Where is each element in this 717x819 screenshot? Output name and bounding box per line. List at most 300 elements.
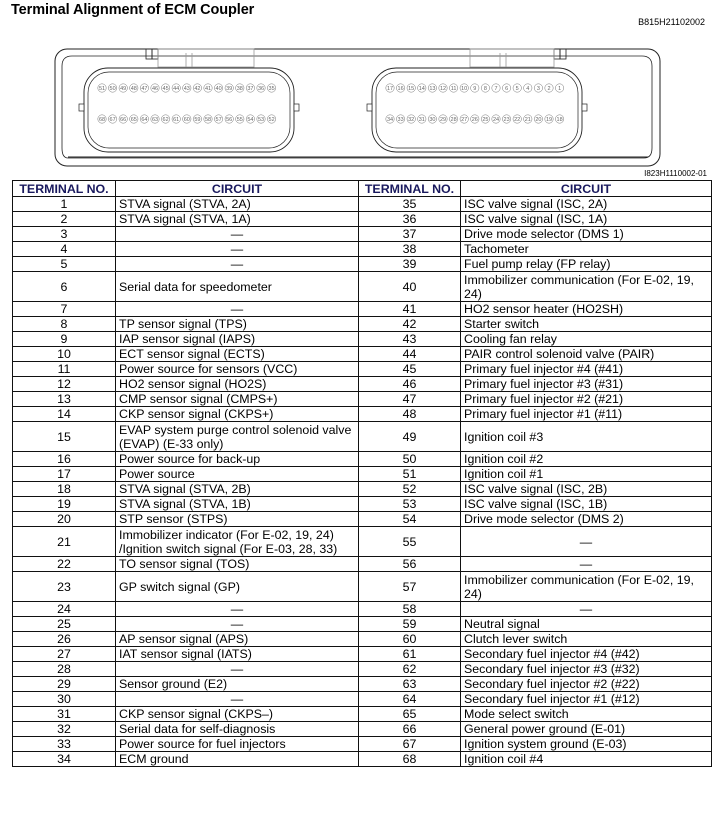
circuit-description: Primary fuel injector #4 (#41) bbox=[461, 362, 712, 377]
terminal-number: 7 bbox=[13, 302, 116, 317]
circuit-description: — bbox=[461, 527, 712, 557]
pin-56 bbox=[225, 115, 233, 123]
pin-63 bbox=[151, 115, 159, 123]
pin-label: 25 bbox=[482, 117, 489, 123]
table-row bbox=[13, 482, 712, 497]
table-row bbox=[13, 632, 712, 647]
table-row bbox=[13, 407, 712, 422]
terminal-number: 41 bbox=[359, 302, 461, 317]
table-row bbox=[13, 707, 712, 722]
terminal-number: 18 bbox=[13, 482, 116, 497]
pin-12 bbox=[439, 84, 447, 92]
circuit-description: Ignition coil #1 bbox=[461, 467, 712, 482]
terminal-number: 49 bbox=[359, 422, 461, 452]
pin-label: 1 bbox=[558, 86, 562, 92]
terminal-number: 62 bbox=[359, 662, 461, 677]
pin-label: 54 bbox=[247, 117, 254, 123]
circuit-description: Immobilizer communication (For E-02, 19, 24) bbox=[461, 272, 712, 302]
circuit-description: — bbox=[116, 242, 359, 257]
circuit-description: STVA signal (STVA, 2A) bbox=[116, 197, 359, 212]
pin-label: 2 bbox=[547, 86, 551, 92]
pin-label: 47 bbox=[141, 86, 148, 92]
circuit-description: PAIR control solenoid valve (PAIR) bbox=[461, 347, 712, 362]
circuit-description: Drive mode selector (DMS 1) bbox=[461, 227, 712, 242]
pin-label: 33 bbox=[397, 117, 404, 123]
table-row bbox=[13, 452, 712, 467]
terminal-number: 53 bbox=[359, 497, 461, 512]
pin-42 bbox=[193, 84, 201, 92]
terminal-table bbox=[12, 180, 712, 767]
table-row bbox=[13, 677, 712, 692]
table-row bbox=[13, 692, 712, 707]
pin-label: 36 bbox=[257, 86, 265, 92]
terminal-number: 68 bbox=[359, 752, 461, 767]
header-terminal-no: TERMINAL NO. bbox=[13, 181, 116, 197]
circuit-description: Power source for fuel injectors bbox=[116, 737, 359, 752]
circuit-description: ISC valve signal (ISC, 1B) bbox=[461, 497, 712, 512]
pin-22 bbox=[513, 115, 521, 123]
pin-20 bbox=[534, 115, 542, 123]
pin-45 bbox=[161, 84, 169, 92]
pin-15 bbox=[407, 84, 415, 92]
terminal-number: 27 bbox=[13, 647, 116, 662]
terminal-number: 10 bbox=[13, 347, 116, 362]
pin-label: 26 bbox=[471, 117, 478, 123]
pin-66 bbox=[119, 115, 127, 123]
pin-label: 24 bbox=[492, 117, 500, 123]
circuit-description: TP sensor signal (TPS) bbox=[116, 317, 359, 332]
pin-label: 63 bbox=[151, 117, 159, 123]
table-row bbox=[13, 332, 712, 347]
circuit-description: Fuel pump relay (FP relay) bbox=[461, 257, 712, 272]
circuit-description: Ignition coil #4 bbox=[461, 752, 712, 767]
terminal-number: 55 bbox=[359, 527, 461, 557]
terminal-number: 34 bbox=[13, 752, 116, 767]
circuit-description: CKP sensor signal (CKPS–) bbox=[116, 707, 359, 722]
left-pin-block-inner bbox=[88, 72, 290, 148]
terminal-number: 3 bbox=[13, 227, 116, 242]
terminal-number: 6 bbox=[13, 272, 116, 302]
circuit-description: Primary fuel injector #1 (#11) bbox=[461, 407, 712, 422]
pin-41 bbox=[204, 84, 212, 92]
table-row bbox=[13, 527, 712, 557]
terminal-number: 23 bbox=[13, 572, 116, 602]
table-row bbox=[13, 392, 712, 407]
terminal-number: 46 bbox=[359, 377, 461, 392]
circuit-description: CMP sensor signal (CMPS+) bbox=[116, 392, 359, 407]
circuit-description: Immobilizer communication (For E-02, 19, 24) bbox=[461, 572, 712, 602]
pin-label: 60 bbox=[183, 117, 190, 123]
table-row bbox=[13, 302, 712, 317]
pin-label: 11 bbox=[450, 86, 457, 92]
terminal-number: 29 bbox=[13, 677, 116, 692]
terminal-number: 35 bbox=[359, 197, 461, 212]
pin-label: 9 bbox=[473, 86, 477, 92]
terminal-number: 61 bbox=[359, 647, 461, 662]
terminal-number: 59 bbox=[359, 617, 461, 632]
table-row bbox=[13, 257, 712, 272]
pin-8 bbox=[481, 84, 489, 92]
pin-label: 45 bbox=[162, 86, 169, 92]
coupler-outer-shell bbox=[55, 49, 660, 166]
pin-33 bbox=[396, 115, 404, 123]
table-row bbox=[13, 647, 712, 662]
pin-label: 48 bbox=[130, 86, 137, 92]
circuit-description: IAT sensor signal (IATS) bbox=[116, 647, 359, 662]
terminal-number: 20 bbox=[13, 512, 116, 527]
terminal-number: 63 bbox=[359, 677, 461, 692]
circuit-description: CKP sensor signal (CKPS+) bbox=[116, 407, 359, 422]
circuit-description: STP sensor (STPS) bbox=[116, 512, 359, 527]
pin-label: 28 bbox=[450, 117, 457, 123]
right-latch-tab bbox=[470, 49, 566, 67]
pin-label: 16 bbox=[397, 86, 404, 92]
circuit-description: — bbox=[116, 302, 359, 317]
circuit-description: Tachometer bbox=[461, 242, 712, 257]
terminal-number: 50 bbox=[359, 452, 461, 467]
table-row bbox=[13, 617, 712, 632]
pin-57 bbox=[214, 115, 222, 123]
pin-62 bbox=[161, 115, 169, 123]
circuit-description: Secondary fuel injector #1 (#12) bbox=[461, 692, 712, 707]
circuit-description: Starter switch bbox=[461, 317, 712, 332]
circuit-description: Neutral signal bbox=[461, 617, 712, 632]
pin-layer bbox=[98, 84, 564, 123]
terminal-number: 5 bbox=[13, 257, 116, 272]
table-row bbox=[13, 602, 712, 617]
circuit-description: — bbox=[461, 602, 712, 617]
terminal-number: 60 bbox=[359, 632, 461, 647]
terminal-number: 64 bbox=[359, 692, 461, 707]
pin-label: 40 bbox=[215, 86, 222, 92]
pin-label: 22 bbox=[514, 117, 521, 123]
left-latch-tab bbox=[146, 49, 254, 67]
table-row bbox=[13, 227, 712, 242]
terminal-number: 47 bbox=[359, 392, 461, 407]
pin-label: 50 bbox=[109, 86, 116, 92]
pin-67 bbox=[108, 115, 116, 123]
pin-label: 51 bbox=[98, 86, 106, 92]
pin-label: 19 bbox=[545, 117, 553, 123]
pin-28 bbox=[449, 115, 457, 123]
terminal-number: 32 bbox=[13, 722, 116, 737]
terminal-number: 52 bbox=[359, 482, 461, 497]
pin-label: 58 bbox=[204, 117, 212, 123]
terminal-number: 26 bbox=[13, 632, 116, 647]
circuit-description: ISC valve signal (ISC, 2B) bbox=[461, 482, 712, 497]
pin-label: 32 bbox=[408, 117, 415, 123]
pin-label: 43 bbox=[183, 86, 190, 92]
pin-18 bbox=[555, 115, 563, 123]
circuit-description: STVA signal (STVA, 1B) bbox=[116, 497, 359, 512]
pin-label: 7 bbox=[494, 86, 498, 92]
pin-label: 55 bbox=[236, 117, 243, 123]
pin-label: 53 bbox=[257, 117, 265, 123]
pin-23 bbox=[502, 115, 510, 123]
pin-label: 21 bbox=[524, 117, 531, 123]
right-pin-block-inner bbox=[376, 72, 578, 148]
pin-label: 5 bbox=[515, 86, 519, 92]
pin-46 bbox=[151, 84, 159, 92]
pin-label: 31 bbox=[418, 117, 425, 123]
terminal-number: 38 bbox=[359, 242, 461, 257]
circuit-description: Sensor ground (E2) bbox=[116, 677, 359, 692]
terminal-number: 19 bbox=[13, 497, 116, 512]
table-header-row bbox=[13, 181, 712, 197]
terminal-number: 37 bbox=[359, 227, 461, 242]
pin-26 bbox=[471, 115, 479, 123]
pin-label: 59 bbox=[194, 117, 201, 123]
left-pin-block-outer bbox=[84, 68, 294, 152]
circuit-description: — bbox=[116, 602, 359, 617]
pin-21 bbox=[524, 115, 532, 123]
pin-label: 66 bbox=[120, 117, 127, 123]
pin-19 bbox=[545, 115, 553, 123]
pin-label: 67 bbox=[109, 117, 116, 123]
table-row bbox=[13, 497, 712, 512]
pin-40 bbox=[214, 84, 222, 92]
pin-64 bbox=[140, 115, 148, 123]
table-row bbox=[13, 317, 712, 332]
pin-label: 44 bbox=[173, 86, 180, 92]
pin-29 bbox=[439, 115, 447, 123]
circuit-description: TO sensor signal (TOS) bbox=[116, 557, 359, 572]
pin-label: 64 bbox=[141, 117, 148, 123]
pin-label: 49 bbox=[120, 86, 127, 92]
pin-label: 37 bbox=[247, 86, 254, 92]
terminal-number: 17 bbox=[13, 467, 116, 482]
table-row bbox=[13, 422, 712, 452]
pin-label: 38 bbox=[236, 86, 243, 92]
circuit-description: Ignition system ground (E-03) bbox=[461, 737, 712, 752]
circuit-description: EVAP system purge control solenoid valve (EVAP) (E-33 only) bbox=[116, 422, 359, 452]
pin-label: 14 bbox=[418, 86, 425, 92]
circuit-description: Primary fuel injector #3 (#31) bbox=[461, 377, 712, 392]
pin-label: 29 bbox=[439, 117, 447, 123]
pin-10 bbox=[460, 84, 468, 92]
coupler-drawing bbox=[54, 48, 662, 168]
pin-label: 34 bbox=[386, 117, 394, 123]
pin-label: 35 bbox=[268, 86, 275, 92]
terminal-number: 48 bbox=[359, 407, 461, 422]
terminal-number: 56 bbox=[359, 557, 461, 572]
pin-25 bbox=[481, 115, 489, 123]
pin-label: 39 bbox=[226, 86, 233, 92]
pin-39 bbox=[225, 84, 233, 92]
terminal-number: 2 bbox=[13, 212, 116, 227]
table-row bbox=[13, 512, 712, 527]
pin-60 bbox=[183, 115, 191, 123]
terminal-number: 44 bbox=[359, 347, 461, 362]
pin-1 bbox=[555, 84, 563, 92]
table-body bbox=[13, 197, 712, 767]
pin-label: 61 bbox=[173, 117, 180, 123]
terminal-number: 9 bbox=[13, 332, 116, 347]
pin-59 bbox=[193, 115, 201, 123]
pin-34 bbox=[386, 115, 394, 123]
circuit-description: Power source bbox=[116, 467, 359, 482]
terminal-number: 15 bbox=[13, 422, 116, 452]
terminal-number: 65 bbox=[359, 707, 461, 722]
circuit-description: — bbox=[116, 227, 359, 242]
pin-7 bbox=[492, 84, 500, 92]
terminal-number: 16 bbox=[13, 452, 116, 467]
table-row bbox=[13, 362, 712, 377]
pin-5 bbox=[513, 84, 521, 92]
terminal-number: 24 bbox=[13, 602, 116, 617]
pin-51 bbox=[98, 84, 106, 92]
pin-11 bbox=[449, 84, 457, 92]
circuit-description: Power source for back-up bbox=[116, 452, 359, 467]
circuit-description: GP switch signal (GP) bbox=[116, 572, 359, 602]
pin-35 bbox=[267, 84, 275, 92]
right-pin-block-outer bbox=[372, 68, 582, 152]
terminal-number: 11 bbox=[13, 362, 116, 377]
pin-label: 56 bbox=[226, 117, 233, 123]
pin-38 bbox=[236, 84, 244, 92]
pin-14 bbox=[418, 84, 426, 92]
circuit-description: HO2 sensor signal (HO2S) bbox=[116, 377, 359, 392]
pin-53 bbox=[257, 115, 265, 123]
table-row bbox=[13, 212, 712, 227]
pin-label: 65 bbox=[130, 117, 137, 123]
terminal-number: 21 bbox=[13, 527, 116, 557]
pin-label: 13 bbox=[429, 86, 436, 92]
pin-label: 52 bbox=[268, 117, 275, 123]
pin-label: 23 bbox=[503, 117, 510, 123]
pin-36 bbox=[257, 84, 265, 92]
circuit-description: Cooling fan relay bbox=[461, 332, 712, 347]
header-circuit: CIRCUIT bbox=[116, 181, 359, 197]
circuit-description: ISC valve signal (ISC, 2A) bbox=[461, 197, 712, 212]
pin-27 bbox=[460, 115, 468, 123]
pin-label: 18 bbox=[556, 117, 563, 123]
pin-label: 41 bbox=[204, 86, 212, 92]
table-row bbox=[13, 272, 712, 302]
circuit-description: ECT sensor signal (ECTS) bbox=[116, 347, 359, 362]
pin-32 bbox=[407, 115, 415, 123]
pin-label: 62 bbox=[162, 117, 169, 123]
circuit-description: — bbox=[116, 692, 359, 707]
terminal-number: 40 bbox=[359, 272, 461, 302]
circuit-description: HO2 sensor heater (HO2SH) bbox=[461, 302, 712, 317]
pin-17 bbox=[386, 84, 394, 92]
pin-13 bbox=[428, 84, 436, 92]
circuit-description: AP sensor signal (APS) bbox=[116, 632, 359, 647]
table-row bbox=[13, 572, 712, 602]
terminal-number: 22 bbox=[13, 557, 116, 572]
circuit-description: — bbox=[116, 257, 359, 272]
terminal-number: 25 bbox=[13, 617, 116, 632]
terminal-number: 28 bbox=[13, 662, 116, 677]
table-row bbox=[13, 197, 712, 212]
circuit-description: — bbox=[461, 557, 712, 572]
circuit-description: Drive mode selector (DMS 2) bbox=[461, 512, 712, 527]
pin-label: 30 bbox=[429, 117, 436, 123]
circuit-description: Secondary fuel injector #4 (#42) bbox=[461, 647, 712, 662]
pin-31 bbox=[418, 115, 426, 123]
pin-68 bbox=[98, 115, 106, 123]
table-row bbox=[13, 242, 712, 257]
pin-label: 4 bbox=[526, 86, 530, 92]
pin-48 bbox=[130, 84, 138, 92]
terminal-number: 1 bbox=[13, 197, 116, 212]
pin-37 bbox=[246, 84, 254, 92]
circuit-description: — bbox=[116, 662, 359, 677]
pin-label: 20 bbox=[535, 117, 542, 123]
pin-label: 17 bbox=[386, 86, 394, 92]
pin-65 bbox=[130, 115, 138, 123]
table-row bbox=[13, 737, 712, 752]
circuit-description: Mode select switch bbox=[461, 707, 712, 722]
pin-6 bbox=[502, 84, 510, 92]
pin-4 bbox=[524, 84, 532, 92]
terminal-number: 30 bbox=[13, 692, 116, 707]
circuit-description: Ignition coil #3 bbox=[461, 422, 712, 452]
terminal-number: 12 bbox=[13, 377, 116, 392]
circuit-description: Secondary fuel injector #3 (#32) bbox=[461, 662, 712, 677]
pin-47 bbox=[140, 84, 148, 92]
terminal-number: 14 bbox=[13, 407, 116, 422]
table-row bbox=[13, 752, 712, 767]
circuit-description: STVA signal (STVA, 1A) bbox=[116, 212, 359, 227]
pin-label: 10 bbox=[461, 86, 468, 92]
coupler-inner-shell bbox=[62, 56, 652, 158]
terminal-number: 67 bbox=[359, 737, 461, 752]
terminal-number: 4 bbox=[13, 242, 116, 257]
pin-30 bbox=[428, 115, 436, 123]
circuit-description: Power source for sensors (VCC) bbox=[116, 362, 359, 377]
pin-9 bbox=[471, 84, 479, 92]
pin-24 bbox=[492, 115, 500, 123]
pin-2 bbox=[545, 84, 553, 92]
circuit-description: Serial data for speedometer bbox=[116, 272, 359, 302]
terminal-number: 57 bbox=[359, 572, 461, 602]
table-row bbox=[13, 722, 712, 737]
pin-61 bbox=[172, 115, 180, 123]
terminal-number: 54 bbox=[359, 512, 461, 527]
pin-54 bbox=[246, 115, 254, 123]
page-title: Terminal Alignment of ECM Coupler bbox=[11, 2, 255, 18]
terminal-number: 13 bbox=[13, 392, 116, 407]
pin-label: 6 bbox=[505, 86, 509, 92]
terminal-number: 51 bbox=[359, 467, 461, 482]
circuit-description: Primary fuel injector #2 (#21) bbox=[461, 392, 712, 407]
pin-16 bbox=[396, 84, 404, 92]
pin-43 bbox=[183, 84, 191, 92]
pin-52 bbox=[267, 115, 275, 123]
circuit-description: ECM ground bbox=[116, 752, 359, 767]
pin-label: 3 bbox=[536, 86, 540, 92]
pin-label: 57 bbox=[215, 117, 222, 123]
pin-58 bbox=[204, 115, 212, 123]
table-row bbox=[13, 662, 712, 677]
circuit-description: General power ground (E-01) bbox=[461, 722, 712, 737]
circuit-description: Ignition coil #2 bbox=[461, 452, 712, 467]
ecm-coupler-diagram bbox=[54, 48, 662, 168]
terminal-number: 45 bbox=[359, 362, 461, 377]
pin-49 bbox=[119, 84, 127, 92]
pin-44 bbox=[172, 84, 180, 92]
table-row bbox=[13, 347, 712, 362]
terminal-number: 58 bbox=[359, 602, 461, 617]
table-row bbox=[13, 377, 712, 392]
terminal-number: 39 bbox=[359, 257, 461, 272]
header-terminal-no: TERMINAL NO. bbox=[359, 181, 461, 197]
circuit-description: Clutch lever switch bbox=[461, 632, 712, 647]
terminal-number: 43 bbox=[359, 332, 461, 347]
pin-50 bbox=[108, 84, 116, 92]
